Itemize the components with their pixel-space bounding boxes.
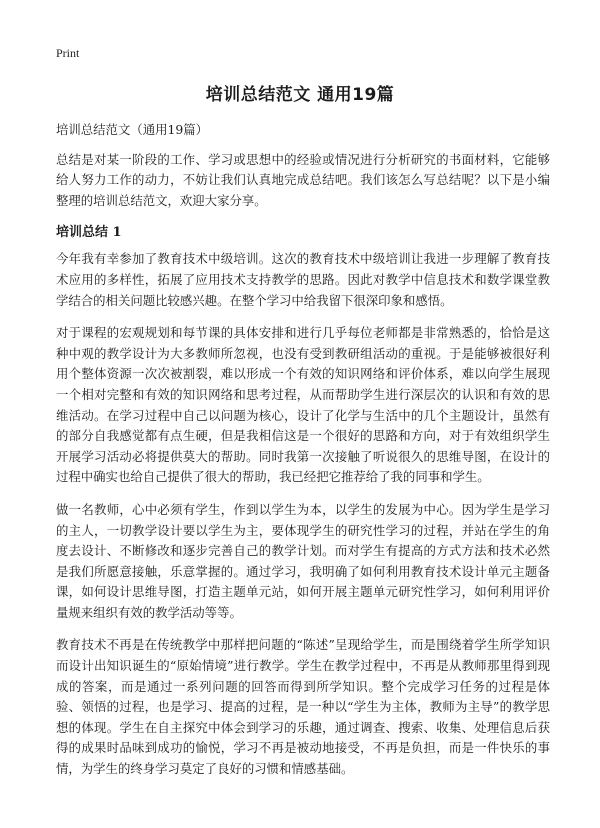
print-link[interactable]: Print [56, 46, 80, 60]
document-subtitle: 培训总结范文（通用19篇） [56, 122, 209, 137]
body-paragraph: 教育技术不再是在传统教学中那样把问题的“陈述”呈现给学生，而是围绕着学生所学知识而设计出知识诞生的“原始情境”进行教学。学生在教学过程中，不再是从教师那里得到现成的答案，而是通过一系列问题的回答而得到所学知识。整个完成学习任务的过程是体验、领悟的过程，也是学习、提高的过程，是一种以“学生为主体，教师为主导”的教学思想的体现。学生在自主探究中体会到学习的乐趣，通过调查、搜索、收集、处理信息后获得的成果时品味到成功的愉悦，学习不再是被动地接受，不再是负担，而是一件快乐的事情，为学生的终身学习莫定了良好的习惯和情感基础。 [56, 637, 550, 777]
intro-paragraph: 总结是对某一阶段的工作、学习或思想中的经验或情况进行分析研究的书面材料，它能够给人努力工作的动力，不妨让我们认真地完成总结吧。我们该怎么写总结呢？以下是小编整理的培训总结范文，欢迎大家分享。 [56, 151, 550, 208]
body-paragraph: 对于课程的宏观规划和每节课的具体安排和进行几乎每位老师都是非常熟悉的，恰恰是这种中观的教学设计为大多教师所忽视，也没有受到教研组活动的重视。于是能够被很好利用个整体资源一次次被割裂，难以形成一个有效的知识网络和评价体系，难以向学生展现一个相对完整和有效的知识网络和思考过程，从而帮助学生进行深层次的认识和有效的思维活动。在学习过程中自己以问题为核心，设计了化学与生活中的几个主题设计，虽然有的部分自我感觉都有点生硬，但是我相信这是一个很好的思路和方向，对于有效组织学生开展学习活动必将提供莫大的帮助。同时我第一次接触了听说很久的思维导图，在设计的过程中确实也给自己提供了很大的帮助，我已经把它推荐给了我的同事和学生。 [56, 325, 550, 485]
body-paragraph: 今年我有幸参加了教育技术中级培训。这次的教育技术中级培训让我进一步理解了教育技术应用的多样性，拓展了应用技术支持教学的思路。因此对教学中信息技术和数学课堂教学结合的相关问题比较感兴趣。在整个学习中给我留下很深印象和感悟。 [56, 251, 550, 308]
section-heading: 培训总结 1 [56, 225, 122, 241]
body-paragraph: 做一名教师，心中必须有学生，作到以学生为本，以学生的发展为中心。因为学生是学习的主人，一切教学设计要以学生为主，要体现学生的研究性学习的过程，并站在学生的角度去设计、不断修改和逐步完善自己的教学计划。而对学生有提高的方式方法和技术必然是我们所愿意接触，乐意掌握的。通过学习，我明确了如何利用教育技术设计单元主题备课，如何设计思维导图，打造主题单元站，如何开展主题单元研究性学习，如何利用评价量规来组织有效的教学活动等等。 [56, 501, 550, 620]
document-body [56, 120, 550, 792]
document-title: 培训总结范文 通用19篇 [205, 85, 395, 105]
